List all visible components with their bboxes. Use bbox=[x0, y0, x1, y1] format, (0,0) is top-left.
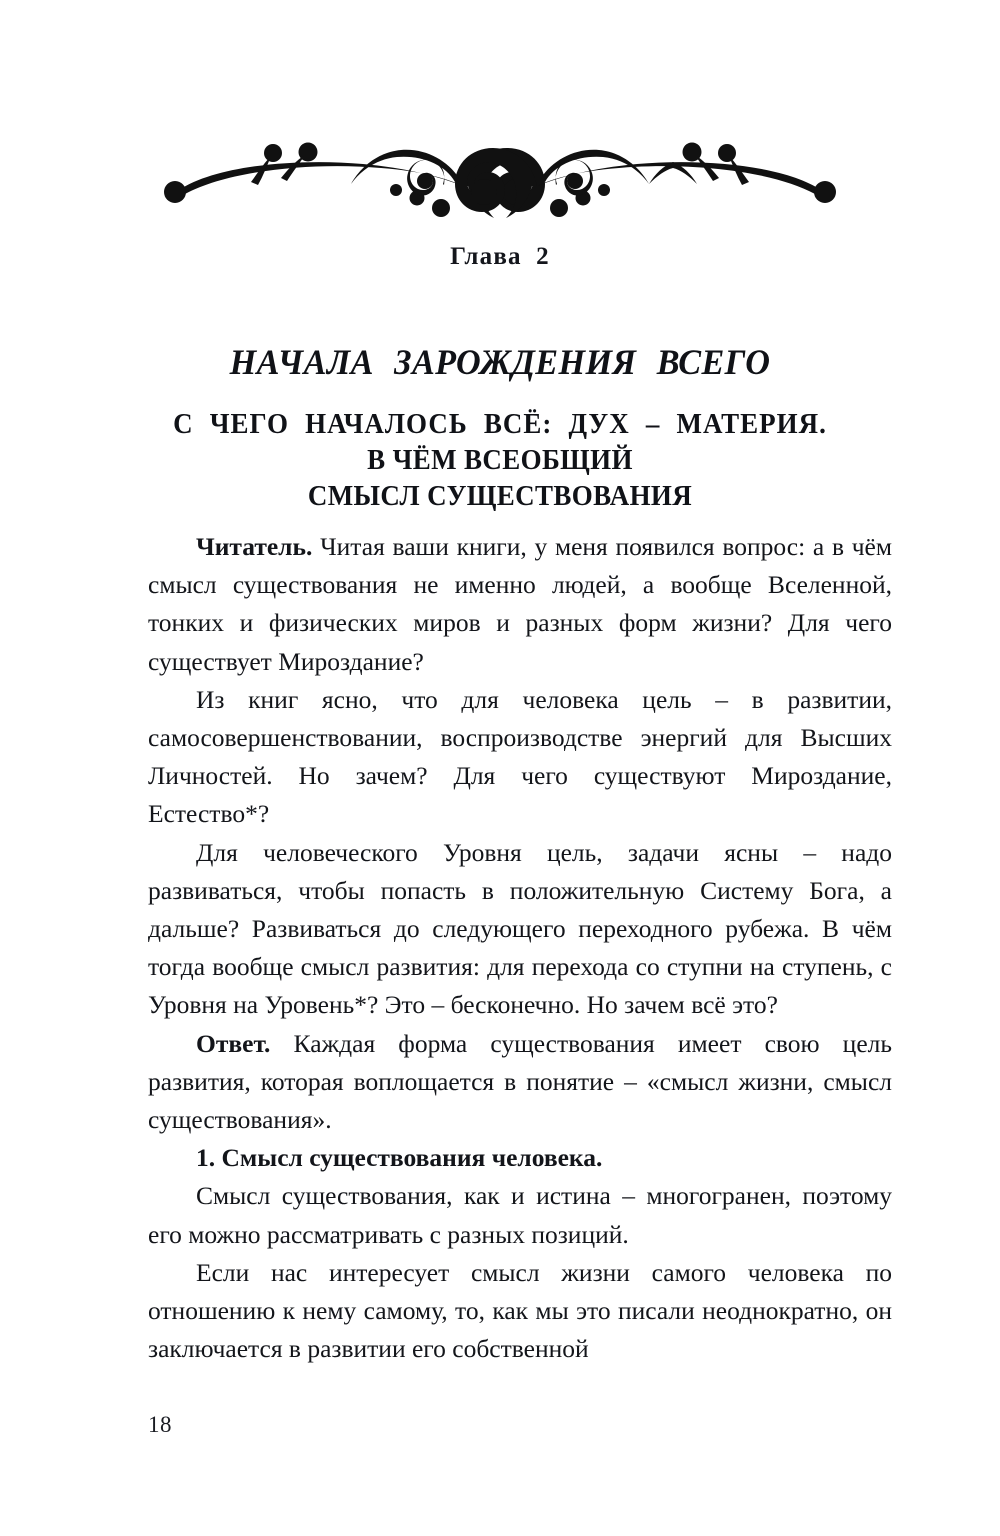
decorative-flourish-icon bbox=[155, 128, 845, 224]
page-number: 18 bbox=[148, 1412, 172, 1437]
body-paragraph: Смысл существования, как и истина – многогранен, поэтому его можно рассматривать с разных позиций. bbox=[148, 1181, 892, 1249]
body-text bbox=[148, 528, 892, 1368]
body-paragraph: Из книг ясно, что для человека цель – в развитии, самосовершенствовании, воспроизводстве энергий для Высших Личностей. Но зачем? Для чего существуют Мироздание, Естество*? bbox=[148, 684, 892, 829]
ornament-divider-container bbox=[0, 128, 1000, 224]
section-title-line-2: В ЧЁМ ВСЕОБЩИЙ bbox=[367, 443, 633, 476]
paragraph-lead-in: Ответ. bbox=[196, 1028, 271, 1058]
section-title-line-1: С ЧЕГО НАЧАЛОСЬ ВСЁ: ДУХ – МАТЕРИЯ. bbox=[173, 407, 827, 440]
body-subheading: 1. Смысл существования человека. bbox=[196, 1143, 603, 1173]
body-paragraph: Читатель. Читая ваши книги, у меня появился вопрос: а в чём смысл существования не именно людей, а вообще Вселенной, тонких и физических миров и разных форм жизни? Для чего существует Мироздание? bbox=[148, 532, 892, 676]
chapter-title: НАЧАЛА ЗАРОЖДЕНИЯ ВСЕГО bbox=[229, 342, 771, 383]
chapter-label: Глава 2 bbox=[450, 243, 550, 270]
paragraph-lead-in: Читатель. bbox=[196, 532, 313, 561]
section-title-line-3: СМЫСЛ СУЩЕСТВОВАНИЯ bbox=[307, 479, 693, 512]
body-paragraph: Для человеческого Уровня цель, задачи ясны – надо развиваться, чтобы попасть в положительную Систему Бога, а дальше? Развиваться до следующего переходного рубежа. В чём тогда вообще смысл развития: для перехода со ступни на ступень, с Уровня на Уровень*? Это – бесконечно. Но зачем всё это? bbox=[148, 837, 892, 1020]
body-paragraph: Ответ. Каждая форма существования имеет свою цель развития, которая воплощается в понятие – «смысл жизни, смысл существования». bbox=[148, 1028, 892, 1135]
section-title bbox=[0, 406, 1000, 514]
body-paragraph: Если нас интересует смысл жизни самого человека по отношению к нему самому, то, как мы это писали неоднократно, он заключается в развитии его собственной bbox=[148, 1257, 892, 1364]
